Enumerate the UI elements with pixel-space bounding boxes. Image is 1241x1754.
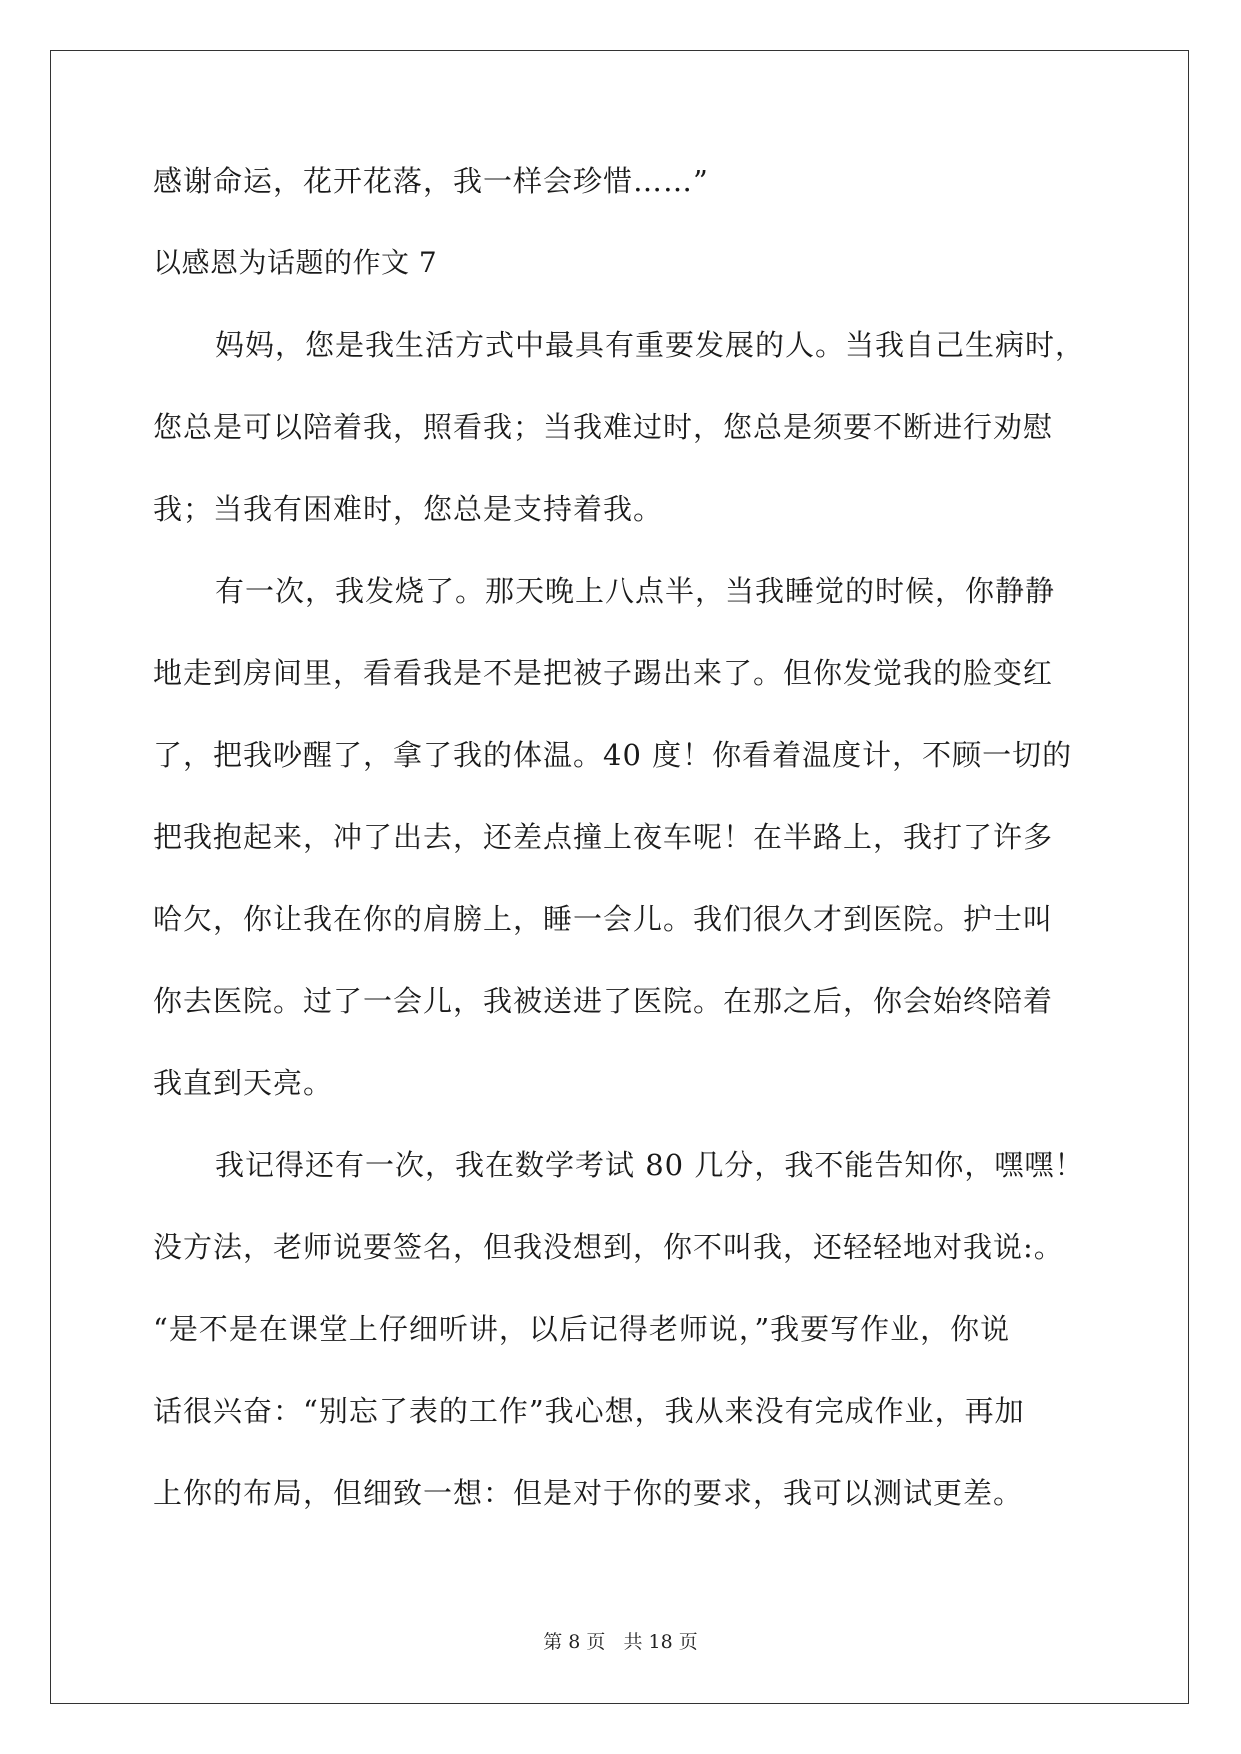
text-line: 把我抱起来，冲了出去，还差点撞上夜车呢！在半路上，我打了许多	[153, 820, 1054, 854]
page-total: 共 18 页	[623, 1631, 698, 1653]
text-line: 了，把我吵醒了，拿了我的体温。40 度！你看着温度计，不顾一切的	[153, 738, 1073, 772]
text-line: 我；当我有困难时，您总是支持着我。	[153, 492, 664, 526]
text-line: 你去医院。过了一会儿，我被送进了医院。在那之后，你会始终陪着	[153, 984, 1054, 1018]
text-line: 我直到天亮。	[153, 1066, 334, 1100]
text-line: “是不是在课堂上仔细听讲，以后记得老师说，”我要写作业，你说	[153, 1312, 1011, 1346]
text-line: 感谢命运，花开花落，我一样会珍惜……”	[153, 164, 709, 198]
page-footer	[0, 1630, 1241, 1654]
text-line: 没方法，老师说要签名，但我没想到，你不叫我，还轻轻地对我说:。	[153, 1230, 1064, 1264]
text-line: 话很兴奋：“别忘了表的工作”我心想，我从来没有完成作业，再加	[153, 1394, 1025, 1428]
text-line: 地走到房间里，看看我是不是把被子踢出来了。但你发觉我的脸变红	[153, 656, 1054, 690]
text-line: 上你的布局，但细致一想：但是对于你的要求，我可以测试更差。	[153, 1476, 1024, 1510]
paragraph-first-line: 我记得还有一次，我在数学考试 80 几分，我不能告知你，嘿嘿！	[215, 1148, 1085, 1182]
essay-heading: 以感恩为话题的作文 7	[153, 246, 438, 279]
document-body	[153, 163, 1093, 1557]
text-line: 您总是可以陪着我，照看我；当我难过时，您总是须要不断进行劝慰	[153, 410, 1054, 444]
text-line: 哈欠，你让我在你的肩膀上，睡一会儿。我们很久才到医院。护士叫	[153, 902, 1054, 936]
paragraph-first-line: 妈妈，您是我生活方式中最具有重要发展的人。当我自己生病时，	[215, 328, 1086, 362]
paragraph-first-line: 有一次，我发烧了。那天晚上八点半，当我睡觉的时候，你静静	[215, 574, 1056, 608]
page-number: 第 8 页	[543, 1631, 606, 1653]
